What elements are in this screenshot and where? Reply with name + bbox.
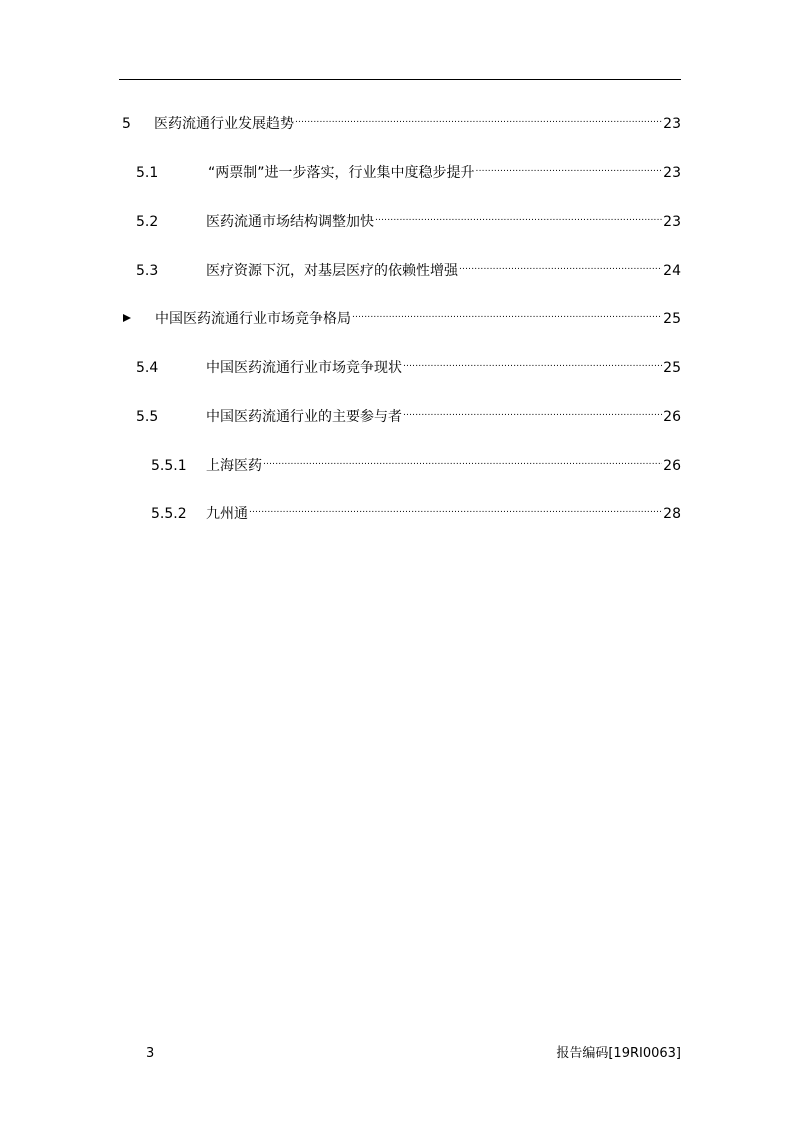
toc-entry-number: 5.5.1 bbox=[151, 458, 187, 474]
toc-entry[interactable] bbox=[119, 108, 681, 132]
toc-entry-title: 上海医药 bbox=[206, 458, 262, 474]
toc-dot-leader bbox=[403, 352, 662, 372]
toc-entry-number: 5.1 bbox=[136, 165, 159, 181]
toc-entry-title: “两票制”进一步落实，行业集中度稳步提升 bbox=[208, 165, 475, 181]
toc-entry-number: 5.5.2 bbox=[151, 506, 187, 522]
toc-entry[interactable] bbox=[119, 303, 681, 327]
toc-entry-page: 26 bbox=[663, 458, 681, 474]
toc-entry-number: 5 bbox=[122, 116, 131, 132]
toc-dot-leader bbox=[263, 450, 662, 470]
toc-dot-leader bbox=[476, 157, 663, 177]
toc-entry-title: 中国医药流通行业的主要参与者 bbox=[206, 409, 402, 425]
toc-dot-leader bbox=[403, 401, 662, 421]
toc-entry[interactable] bbox=[151, 450, 681, 474]
toc-entry[interactable] bbox=[136, 206, 681, 230]
toc-entry-page: 25 bbox=[663, 311, 681, 327]
toc-entry-number: 5.2 bbox=[136, 214, 159, 230]
toc-dot-leader bbox=[295, 108, 662, 128]
toc-entry[interactable] bbox=[136, 352, 681, 376]
arrow-bullet-icon bbox=[123, 314, 131, 322]
toc-entry[interactable] bbox=[136, 255, 681, 279]
toc-entry-title: 中国医药流通行业市场竞争现状 bbox=[206, 360, 402, 376]
footer-report-code: 报告编码[19RI0063] bbox=[556, 1046, 681, 1061]
toc-entry-title: 医疗资源下沉，对基层医疗的依赖性增强 bbox=[206, 263, 458, 279]
toc-entry[interactable] bbox=[136, 157, 681, 181]
toc-entry-bullet bbox=[119, 309, 155, 329]
toc-entry-page: 23 bbox=[663, 165, 681, 181]
toc-entry-page: 24 bbox=[663, 263, 681, 279]
toc-dot-leader bbox=[352, 303, 662, 323]
toc-entry-number: 5.5 bbox=[136, 409, 159, 425]
toc-entry-title: 医药流通市场结构调整加快 bbox=[206, 214, 374, 230]
toc-entry[interactable] bbox=[136, 401, 681, 425]
toc-dot-leader bbox=[375, 206, 662, 226]
toc-entry-page: 23 bbox=[663, 116, 681, 132]
toc-entry-title: 九州通 bbox=[206, 506, 248, 522]
toc-entry-number: 5.4 bbox=[136, 360, 159, 376]
toc-entry[interactable] bbox=[151, 498, 681, 522]
footer-page-number: 3 bbox=[146, 1046, 155, 1061]
toc-entry-page: 23 bbox=[663, 214, 681, 230]
header-rule bbox=[119, 79, 681, 80]
toc-entry-number: 5.3 bbox=[136, 263, 159, 279]
toc-entry-page: 25 bbox=[663, 360, 681, 376]
toc-entry-page: 28 bbox=[663, 506, 681, 522]
toc-entry-page: 26 bbox=[663, 409, 681, 425]
toc-entry-title: 医药流通行业发展趋势 bbox=[154, 116, 294, 132]
toc-dot-leader bbox=[459, 255, 662, 275]
toc-entry-title: 中国医药流通行业市场竞争格局 bbox=[155, 311, 351, 327]
toc-dot-leader bbox=[249, 498, 662, 518]
